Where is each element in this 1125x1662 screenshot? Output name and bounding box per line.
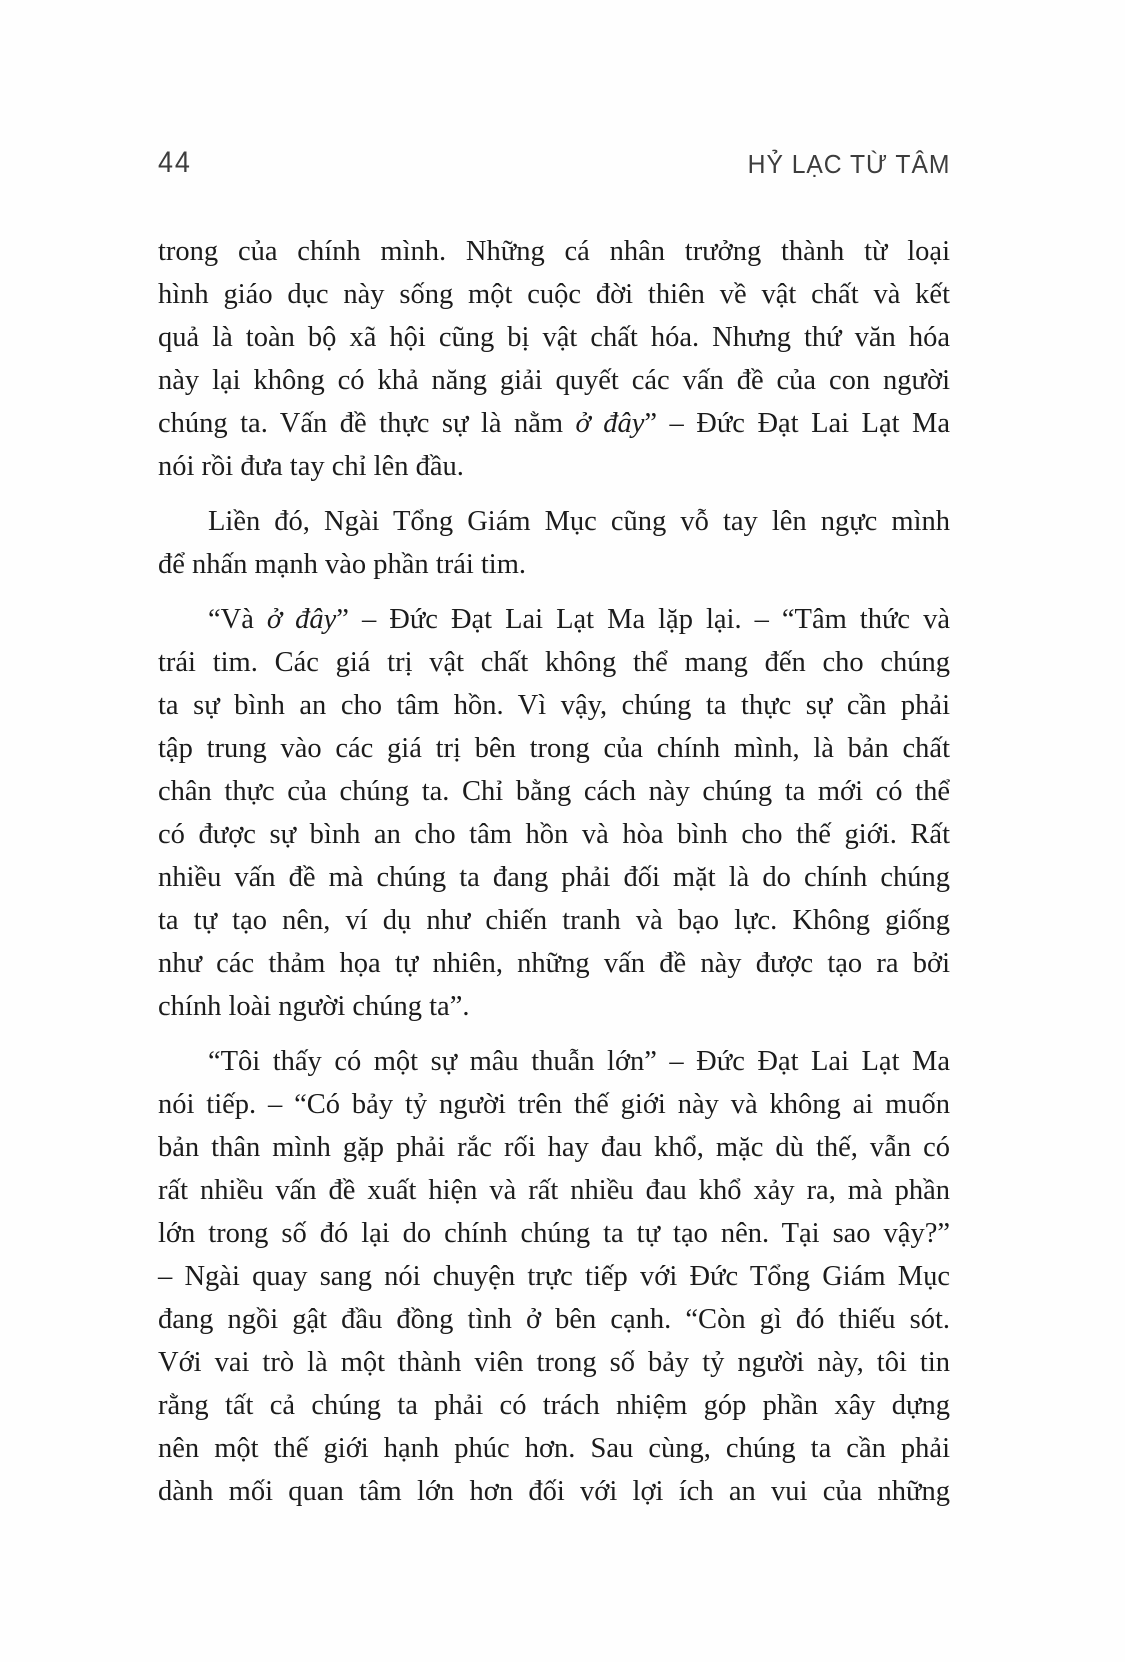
text-line: hình giáo dục này sống một cuộc đời thiên về vật chất và kết xyxy=(158,279,950,310)
running-title: HỶ LẠC TỪ TÂM xyxy=(747,149,950,179)
text-line: tập trung vào các giá trị bên trong của chính mình, là bản chất xyxy=(158,733,950,764)
text-line: – Ngài quay sang nói chuyện trực tiếp với Đức Tổng Giám Mục xyxy=(158,1261,950,1292)
text-line: để nhấn mạnh vào phần trái tim. xyxy=(158,549,527,580)
italic-text: ở đây xyxy=(266,604,337,635)
text-line: như các thảm họa tự nhiên, những vấn đề này được tạo ra bởi xyxy=(158,948,950,979)
text-line: này lại không có khả năng giải quyết các vấn đề của con người xyxy=(158,365,950,396)
text-line: rằng tất cả chúng ta phải có trách nhiệm góp phần xây dựng xyxy=(158,1390,950,1421)
text-line: ta sự bình an cho tâm hồn. Vì vậy, chúng ta thực sự cần phải xyxy=(158,690,950,721)
paragraph xyxy=(158,500,950,586)
text-segment: ” – Đức Đạt Lai Lạt Ma lặp lại. – “Tâm thức và xyxy=(336,604,950,635)
text-line: trái tim. Các giá trị vật chất không thể mang đến cho chúng xyxy=(158,647,950,678)
paragraph xyxy=(158,1040,950,1513)
text-segment: ” – Đức Đạt Lai Lạt Ma xyxy=(644,408,950,439)
text-line: Với vai trò là một thành viên trong số bảy tỷ người này, tôi tin xyxy=(158,1347,950,1378)
text-line xyxy=(158,402,950,445)
text-line: lớn trong số đó lại do chính chúng ta tự tạo nên. Tại sao vậy?” xyxy=(158,1218,950,1249)
text-line: đang ngồi gật đầu đồng tình ở bên cạnh. “Còn gì đó thiếu sót. xyxy=(158,1304,950,1335)
page-header xyxy=(158,146,950,180)
text-line: ta tự tạo nên, ví dụ như chiến tranh và bạo lực. Không giống xyxy=(158,905,950,936)
text-line: rất nhiều vấn đề xuất hiện và rất nhiều đau khổ xảy ra, mà phần xyxy=(158,1175,950,1206)
text-line: có được sự bình an cho tâm hồn và hòa bình cho thế giới. Rất xyxy=(158,819,950,850)
text-line: trong của chính mình. Những cá nhân trưởng thành từ loại xyxy=(158,236,950,267)
text-line: nhiều vấn đề mà chúng ta đang phải đối mặt là do chính chúng xyxy=(158,862,950,893)
text-line: nói tiếp. – “Có bảy tỷ người trên thế giới này và không ai muốn xyxy=(158,1089,950,1120)
text-line: quả là toàn bộ xã hội cũng bị vật chất hóa. Nhưng thứ văn hóa xyxy=(158,322,950,353)
paragraph xyxy=(158,230,950,488)
text-line: dành mối quan tâm lớn hơn đối với lợi ích an vui của những xyxy=(158,1476,950,1507)
paragraph xyxy=(158,598,950,1028)
body-text xyxy=(158,230,950,1513)
text-line: Liền đó, Ngài Tổng Giám Mục cũng vỗ tay lên ngực mình xyxy=(208,506,950,537)
text-line xyxy=(158,598,950,641)
text-line: nên một thế giới hạnh phúc hơn. Sau cùng, chúng ta cần phải xyxy=(158,1433,950,1464)
page-number: 44 xyxy=(158,146,192,179)
text-line: nói rồi đưa tay chỉ lên đầu. xyxy=(158,451,464,482)
text-line: chính loài người chúng ta”. xyxy=(158,991,470,1022)
text-line: bản thân mình gặp phải rắc rối hay đau khổ, mặc dù thế, vẫn có xyxy=(158,1132,950,1163)
text-segment: chúng ta. Vấn đề thực sự là nằm xyxy=(158,408,576,439)
text-line: chân thực của chúng ta. Chỉ bằng cách này chúng ta mới có thể xyxy=(158,776,950,807)
italic-text: ở đây xyxy=(575,408,645,439)
text-segment: “Và xyxy=(208,604,267,635)
text-line: “Tôi thấy có một sự mâu thuẫn lớn” – Đức Đạt Lai Lạt Ma xyxy=(208,1046,950,1077)
